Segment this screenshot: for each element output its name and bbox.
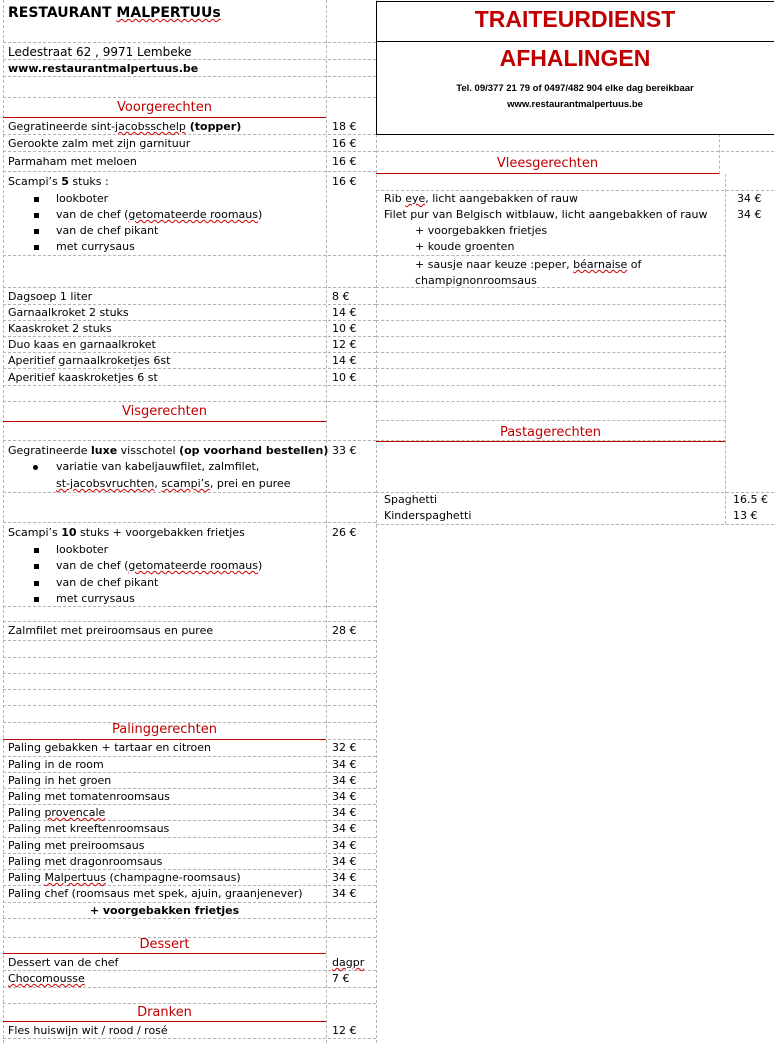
vlees-extra: + sausje naar keuze :peper, béarnaise of (415, 258, 642, 271)
bullet-icon (34, 581, 39, 586)
service-subtitle: AFHALINGEN (499, 45, 651, 71)
menu-item-kinderspaghetti: Kinderspaghetti (384, 509, 472, 522)
item-price: 14 € (332, 306, 357, 319)
item-price: 7 € (332, 972, 350, 985)
item-price: 34 € (332, 839, 357, 852)
scampi-option: met currysaus (56, 240, 135, 253)
scampi-option: van de chef pikant (56, 224, 159, 237)
item-price: 34 € (737, 208, 762, 221)
vlees-extra: + koude groenten (415, 240, 515, 253)
bullet-icon (33, 465, 38, 470)
item-price: 34 € (332, 887, 357, 900)
vlees-extra: champignonroomsaus (415, 274, 537, 287)
menu-item-paling: Paling met dragonroomsaus (8, 855, 163, 868)
item-text: visschotel (117, 444, 180, 457)
section-title-dessert: Dessert (139, 937, 190, 952)
item-text: 5 (61, 175, 69, 188)
scampi-option: met currysaus (56, 592, 135, 605)
website-link-right[interactable]: www.restaurantmalpertuus.be (507, 99, 643, 110)
menu-item-scampi-10 (8, 526, 245, 539)
service-title: TRAITEURDIENST (474, 6, 676, 32)
section-title-voorgerechten: Voorgerechten (117, 100, 212, 115)
item-price: 14 € (332, 354, 357, 367)
menu-item-kaaskroket: Kaaskroket 2 stuks (8, 322, 112, 335)
item-text: stuks : (68, 175, 109, 188)
section-title-visgerechten: Visgerechten (121, 404, 208, 419)
menu-item-visschotel (8, 444, 328, 457)
item-price: 16 € (332, 155, 357, 168)
menu-item-scampi-5 (8, 175, 109, 188)
item-price (332, 956, 364, 969)
menu-item-aperitief-kaas: Aperitief kaaskroketjes 6 st (8, 371, 158, 384)
section-title-vleesgerechten: Vleesgerechten (496, 156, 599, 171)
restaurant-name-text: MALPERTUUs (116, 5, 221, 21)
menu-item-paling: Paling provencale (8, 806, 106, 819)
item-price: 13 € (733, 509, 758, 522)
item-price: 16.5 € (733, 493, 768, 506)
item-price: 34 € (737, 192, 762, 205)
scampi-option: lookboter (56, 543, 109, 556)
item-price: 34 € (332, 774, 357, 787)
item-price: 32 € (332, 741, 357, 754)
menu-item-paling: Paling in het groen (8, 774, 112, 787)
menu-item-duo-kroket: Duo kaas en garnaalkroket (8, 338, 156, 351)
menu-item-huiswijn: Fles huiswijn wit / rood / rosé (8, 1024, 168, 1037)
item-text: Scampi’s (8, 175, 62, 188)
item-text: Gegratineerde sint- (8, 120, 116, 133)
scampi-option: lookboter (56, 192, 109, 205)
item-text: (op voorhand bestellen) (179, 444, 329, 457)
bullet-icon (34, 229, 39, 234)
menu-item-paling: Paling Malpertuus (champagne-roomsaus) (8, 871, 241, 884)
item-text: dagpr (332, 956, 365, 969)
phone-text: Tel. 09/377 21 79 of 0497/482 904 elke dag bereikbaar (456, 83, 694, 94)
vlees-extra: + voorgebakken frietjes (415, 224, 548, 237)
item-price: 8 € (332, 290, 350, 303)
item-price: 34 € (332, 855, 357, 868)
menu-item-dessert: Dessert van de chef (8, 956, 119, 969)
menu-item-chocomousse (8, 972, 85, 985)
item-text: Scampi’s (8, 526, 62, 539)
item-text: (topper) (185, 120, 242, 133)
restaurant-name: RESTAURANT MALPERTUUs (8, 5, 221, 21)
item-price: 33 € (332, 444, 357, 457)
menu-item-paling: Paling in de room (8, 758, 104, 771)
section-title-dranken: Dranken (137, 1005, 192, 1020)
bullet-icon (34, 245, 39, 250)
section-title-palinggerechten: Palinggerechten (112, 722, 217, 737)
address: Ledestraat 62 , 9971 Lembeke (8, 45, 192, 59)
menu-item-paling: Paling met kreeftenroomsaus (8, 822, 170, 835)
item-price: 34 € (332, 871, 357, 884)
bullet-icon (34, 197, 39, 202)
item-text: 10 (61, 526, 77, 539)
menu-item-rib-eye: Rib eye, licht aangebakken of rauw (384, 192, 579, 205)
section-title-pastagerechten: Pastagerechten (499, 425, 602, 440)
scampi-option: van de chef (getomateerde roomaus) (56, 559, 263, 572)
paling-footer-note: + voorgebakken frietjes (89, 904, 240, 917)
item-text: Gegratineerde (8, 444, 91, 457)
item-price: 34 € (332, 758, 357, 771)
menu-item-parmaham: Parmaham met meloen (8, 155, 137, 168)
platter-description: st-jacobsvruchten, scampi’s, prei en puree (56, 477, 291, 490)
item-price: 18 € (332, 120, 357, 133)
bullet-icon (34, 548, 39, 553)
menu-item-zalmfilet: Zalmfilet met preiroomsaus en puree (8, 624, 214, 637)
bullet-icon (34, 564, 39, 569)
menu-item-spaghetti: Spaghetti (384, 493, 438, 506)
scampi-option: van de chef pikant (56, 576, 159, 589)
menu-item-paling: Paling gebakken + tartaar en citroen (8, 741, 212, 754)
website-link-left[interactable]: www.restaurantmalpertuus.be (8, 62, 199, 75)
item-price: 16 € (332, 175, 357, 188)
platter-description: variatie van kabeljauwfilet, zalmfilet, (56, 460, 260, 473)
menu-item-sint-jacobsschelp (8, 120, 241, 133)
bullet-icon (34, 213, 39, 218)
menu-item-paling: Paling met tomatenroomsaus (8, 790, 170, 803)
bullet-icon (34, 597, 39, 602)
item-text: stuks + voorgebakken frietjes (76, 526, 245, 539)
menu-item-gerookte-zalm: Gerookte zalm met zijn garnituur (8, 137, 191, 150)
item-price: 12 € (332, 338, 357, 351)
item-price: 10 € (332, 322, 357, 335)
item-price: 34 € (332, 790, 357, 803)
menu-item-garnaalkroket: Garnaalkroket 2 stuks (8, 306, 129, 319)
item-price: 28 € (332, 624, 357, 637)
item-price: 34 € (332, 822, 357, 835)
menu-item-filet-pur: Filet pur van Belgisch witblauw, licht aangebakken of rauw (384, 208, 708, 221)
item-text: jacobsschelp (115, 120, 186, 133)
item-price: 16 € (332, 137, 357, 150)
item-price: 34 € (332, 806, 357, 819)
item-price: 12 € (332, 1024, 357, 1037)
menu-item-aperitief-garnaal: Aperitief garnaalkroketjes 6st (8, 354, 171, 367)
scampi-option: van de chef (getomateerde roomaus) (56, 208, 263, 221)
menu-item-paling: Paling met preiroomsaus (8, 839, 145, 852)
item-price: 10 € (332, 371, 357, 384)
menu-item-dagsoep: Dagsoep 1 liter (8, 290, 93, 303)
item-text: luxe (91, 444, 118, 457)
item-price: 26 € (332, 526, 357, 539)
item-text: Chocomousse (8, 972, 85, 985)
menu-item-paling: Paling chef (roomsaus met spek, ajuin, graanjenever) (8, 887, 303, 900)
